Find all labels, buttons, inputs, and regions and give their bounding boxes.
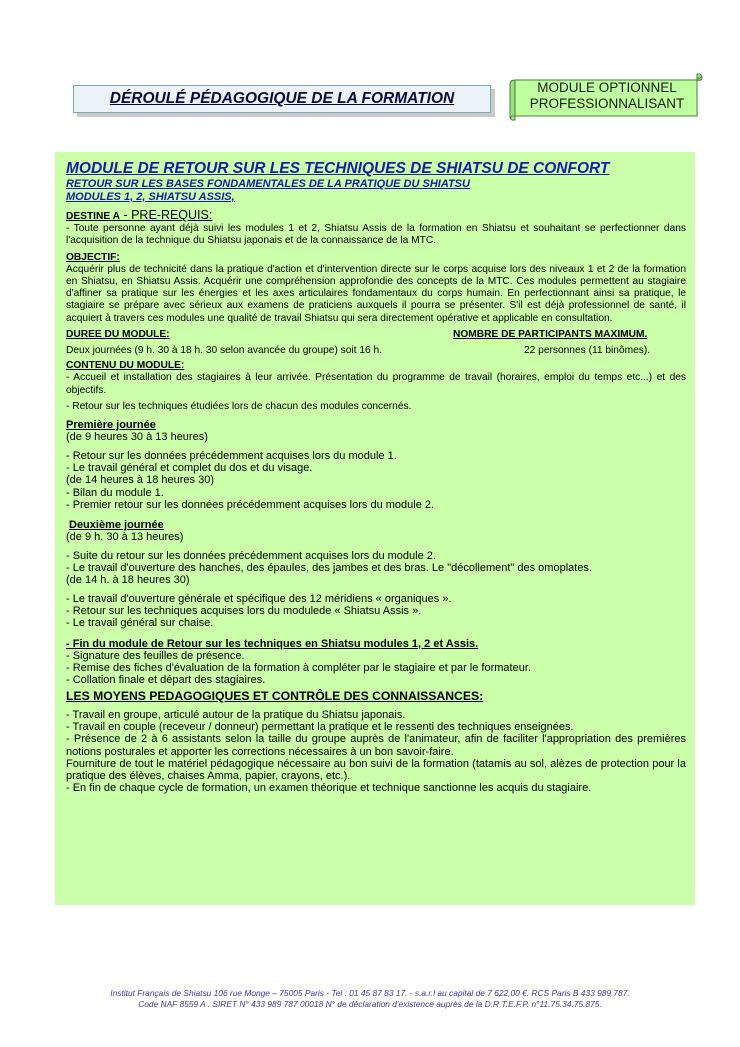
jour1-horaire-matin: (de 9 heures 30 à 13 heures) (66, 431, 208, 444)
destine-heading (66, 209, 686, 223)
jour1-item: - Retour sur les données précédemment acquises lors du module 1. (66, 449, 397, 462)
jour2-horaire-matin: (de 9 h. 30 à 13 heures) (66, 531, 184, 544)
contenu-heading: CONTENU DU MODULE: (66, 360, 185, 372)
duree-value: Deux journées (9 h. 30 à 18 h. 30 selon avancée du groupe) soit 16 h. (66, 345, 383, 357)
module-content (66, 160, 686, 795)
badge-line-1: MODULE OPTIONNEL (537, 80, 677, 95)
page-title-box (73, 85, 491, 113)
contenu-item-2: - Retour sur les techniques étudiées lors de chacun des modules concernés. (66, 400, 412, 412)
jour1-title: Première journée (66, 419, 156, 432)
module-badge (505, 72, 703, 122)
jour2-item: - Retour sur les techniques acquises lors du modulede « Shiatsu Assis ». (66, 604, 422, 617)
page-footer (40, 988, 700, 1010)
moyens-title: LES MOYENS PEDAGOGIQUES ET CONTRÔLE DES CONNAISSANCES: (66, 688, 484, 703)
jour1-item: - Le travail général et complet du dos et du visage. (66, 461, 313, 474)
duree-header-row (66, 329, 686, 341)
page-title: DÉROULÉ PÉDAGOGIQUE DE LA FORMATION (109, 90, 455, 107)
jour1-item: - Premier retour sur les données précédemment acquises lors du module 2. (66, 498, 435, 511)
module-title: MODULE DE RETOUR SUR LES TECHNIQUES DE SHIATSU DE CONFORT (66, 160, 610, 177)
destine-suffix: - PRE-REQUIS: (119, 208, 213, 222)
fin-title: - Fin du module de Retour sur les techniques en Shiatsu modules 1, 2 et Assis. (66, 637, 479, 650)
module-subtitle-1: RETOUR SUR LES BASES FONDAMENTALES DE LA PRATIQUE DU SHIATSU (66, 178, 470, 190)
jour1-item: - Bilan du module 1. (66, 486, 164, 499)
objectif-heading: OBJECTIF: (66, 251, 120, 263)
moyens-item: - Travail en couple (receveur / donneur) permettant la pratique et le ressenti des techniques enseignées. (66, 720, 574, 733)
contenu-item-1: - Accueil et installation des stagiaires à leur arrivée. Présentation du programme de travail (horaires, emploi du temps etc...) et des objectifs. (66, 372, 686, 396)
moyens-item: - En fin de chaque cycle de formation, un examen théorique et technique sanctionne les acquis du stagiaire. (66, 782, 592, 795)
moyens-item: Fourniture de tout le matériel pédagogique nécessaire au bon suivi de la formation (tatamis au sol, alèzes de protection pour la pratique des élèves, chaises Amma, papier, crayons, etc.). (66, 757, 686, 783)
jour2-horaire-apm: (de 14 h. à 18 heures 30) (66, 574, 190, 587)
jour2-item: - Le travail général sur chaise. (66, 617, 214, 630)
footer-line-2: Code NAF 8559 A . SIRET N° 433 989 787 00018 N° de déclaration d'existence auprès de la D.R.T.E.F.P. n°11.75.34.75.875. (138, 999, 602, 1009)
duree-heading: DUREE DU MODULE: (66, 328, 170, 340)
jour1-horaire-apm: (de 14 heures à 18 heures 30) (66, 474, 214, 487)
fin-item: - Collation finale et départ des stagiaires. (66, 674, 266, 687)
objectif-text: Acquérir plus de technicité dans la pratique d'action et d'intervention directe sur le corps acquise lors des niveaux 1 et 2 de la formation en Shiatsu, en Shiatsu Assis. Acquérir une compréhension approfondie des concepts de la MTC. Ces modules permettent au stagiaire d'affiner sa pratique sur les énergies et les axes articulaires fondamentaux du corps humain. En perfectionnant ainsi sa pratique, le stagiaire se prépare avec sérieux aux examens de praticiens auxquels il pourra se présenter. S'il est déjà professionnel de santé, il acquiert à travers ces modules une qualité de travail Shiatsu qui sera directement opérative et applicable en consultation. (66, 263, 686, 324)
participants-value: 22 personnes (11 binômes). (524, 345, 651, 357)
moyens-item: - Présence de 2 à 6 assistants selon la taille du groupe auprès de l'animateur, afin de faciliter l'appropriation des premières notions posturales et apporter les corrections nécessaires à un bon savoir-faire. (66, 733, 686, 758)
jour2-item: - Suite du retour sur les données précédemment acquises lors du module 2. (66, 549, 436, 562)
destine-text: - Toute personne ayant déjà suivi les modules 1 et 2, Shiatsu Assis de la formation en Shiatsu et souhaitant se perfectionner dans l'acquisition de la technique du Shiatsu japonais et de la connaissance de la MTC. (66, 223, 686, 247)
module-subtitle-2: MODULES 1, 2, SHIATSU ASSIS, (66, 190, 235, 203)
badge-line-2: PROFESSIONNALISANT (529, 96, 685, 111)
moyens-item: - Travail en groupe, articulé autour de la pratique du Shiatsu japonais. (66, 708, 406, 721)
jour2-item: - Le travail d'ouverture des hanches, des épaules, des jambes et des bras. Le "décollement" des omoplates. (66, 562, 592, 575)
jour2-item: - Le travail d'ouverture générale et spécifique des 12 méridiens « organiques ». (66, 592, 452, 605)
fin-item: - Remise des fiches d'évaluation de la formation à compléter par le stagiaire et par le formateur. (66, 662, 531, 675)
footer-line-1: Institut Français de Shiatsu 106 rue Monge – 75005 Paris - Tel : 01 45 87 83 17. - s.a.r.l au capital de 7 622,00 €. RCS Paris B 433 989.787. (110, 988, 630, 998)
badge-text (517, 80, 697, 112)
duree-value-row (66, 345, 686, 357)
destine-label: DESTINE A (66, 211, 120, 222)
fin-item: - Signature des feuilles de présence. (66, 649, 245, 662)
jour2-title: Deuxième journée (69, 519, 164, 532)
participants-heading: NOMBRE DE PARTICIPANTS MAXIMUM. (453, 328, 648, 340)
